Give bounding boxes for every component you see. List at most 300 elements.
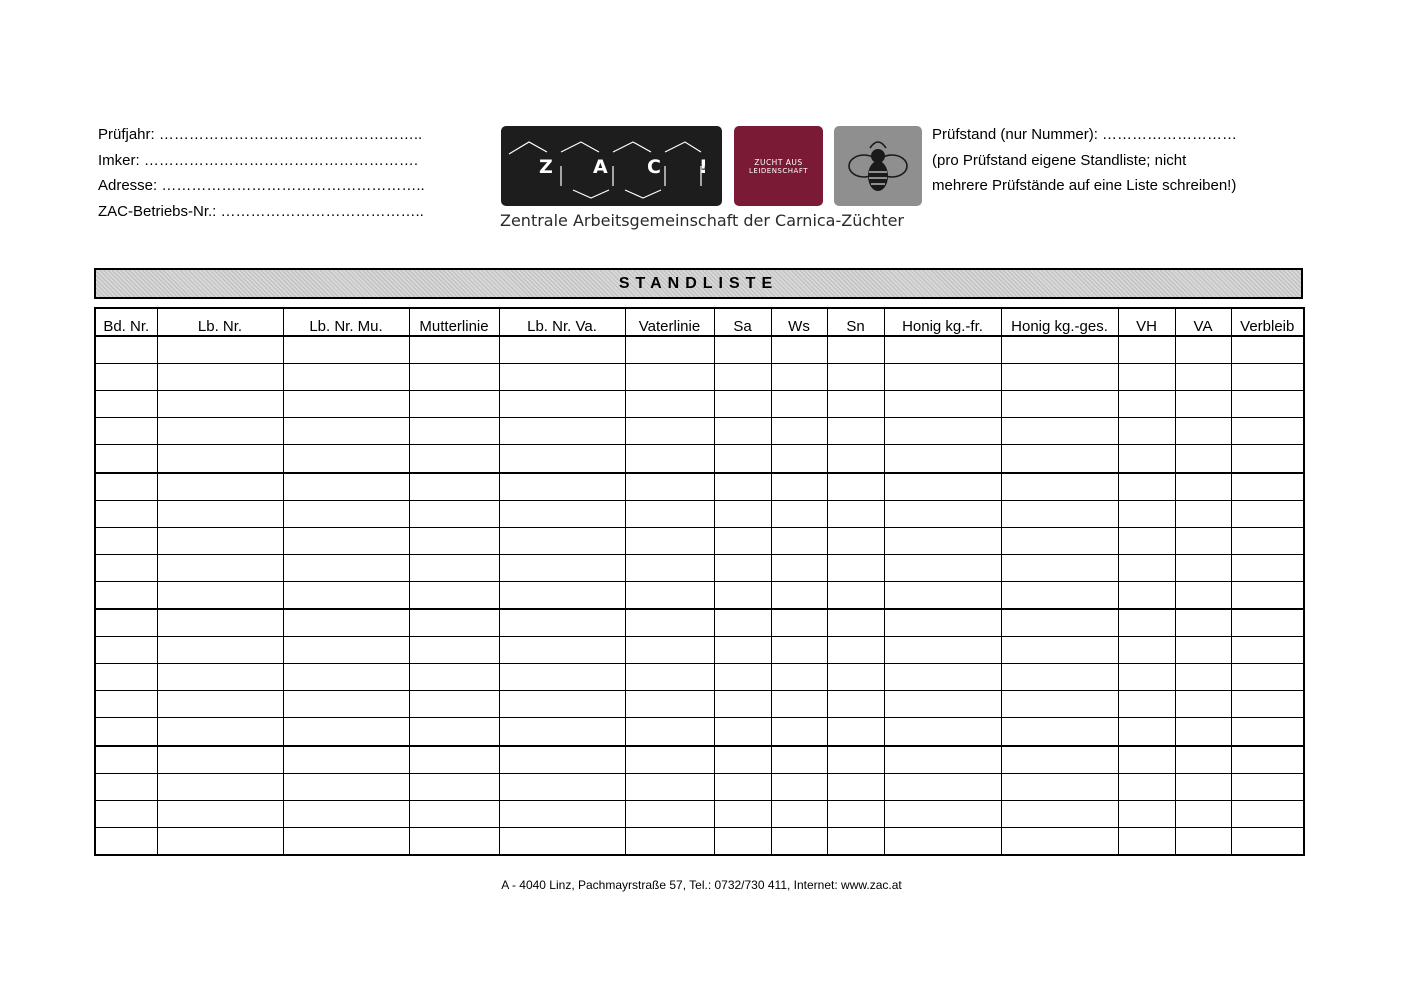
table-cell[interactable]	[771, 391, 827, 418]
table-cell[interactable]	[625, 773, 714, 800]
table-cell[interactable]	[409, 418, 499, 445]
table-cell[interactable]	[1118, 336, 1175, 364]
table-cell[interactable]	[827, 418, 884, 445]
table-cell[interactable]	[283, 364, 409, 391]
table-cell[interactable]	[95, 827, 157, 855]
table-cell[interactable]	[884, 800, 1001, 827]
table-cell[interactable]	[1175, 609, 1231, 637]
table-cell[interactable]	[714, 500, 771, 527]
table-cell[interactable]	[714, 718, 771, 746]
table-cell[interactable]	[1118, 664, 1175, 691]
table-cell[interactable]	[827, 500, 884, 527]
table-cell[interactable]	[157, 609, 283, 637]
table-cell[interactable]	[95, 364, 157, 391]
table-cell[interactable]	[283, 664, 409, 691]
table-cell[interactable]	[771, 718, 827, 746]
table-cell[interactable]	[625, 746, 714, 774]
table-cell[interactable]	[771, 581, 827, 609]
table-cell[interactable]	[409, 691, 499, 718]
field-betriebs-nr[interactable]: ZAC-Betriebs-Nr.: …………………………………..	[98, 202, 424, 220]
table-cell[interactable]	[1175, 827, 1231, 855]
table-cell[interactable]	[499, 746, 625, 774]
table-cell[interactable]	[409, 827, 499, 855]
table-cell[interactable]	[1001, 718, 1118, 746]
col-bd-nr: Bd. Nr.	[95, 308, 157, 336]
table-cell[interactable]	[714, 773, 771, 800]
table-cell[interactable]	[827, 527, 884, 554]
standliste-banner	[94, 268, 1303, 299]
table-cell[interactable]	[499, 391, 625, 418]
table-row	[95, 637, 1304, 664]
table-cell[interactable]	[714, 554, 771, 581]
table-cell[interactable]	[1001, 581, 1118, 609]
table-cell[interactable]	[1118, 691, 1175, 718]
table-cell[interactable]	[714, 800, 771, 827]
table-row	[95, 554, 1304, 581]
table-cell[interactable]	[95, 637, 157, 664]
table-cell[interactable]	[1118, 418, 1175, 445]
table-cell[interactable]	[1001, 527, 1118, 554]
table-cell[interactable]	[409, 473, 499, 501]
table-cell[interactable]	[95, 609, 157, 637]
table-cell[interactable]	[1231, 691, 1304, 718]
table-cell[interactable]	[714, 336, 771, 364]
table-cell[interactable]	[1001, 691, 1118, 718]
table-row	[95, 527, 1304, 554]
table-cell[interactable]	[499, 445, 625, 473]
table-cell[interactable]	[1001, 800, 1118, 827]
table-row	[95, 445, 1304, 473]
table-cell[interactable]	[409, 746, 499, 774]
table-cell[interactable]	[827, 691, 884, 718]
table-cell[interactable]	[1231, 581, 1304, 609]
table-cell[interactable]	[625, 718, 714, 746]
table-cell[interactable]	[283, 473, 409, 501]
table-cell[interactable]	[827, 664, 884, 691]
table-cell[interactable]	[884, 391, 1001, 418]
table-cell[interactable]	[1231, 773, 1304, 800]
table-cell[interactable]	[625, 527, 714, 554]
table-cell[interactable]	[1175, 637, 1231, 664]
table-cell[interactable]	[95, 800, 157, 827]
table-cell[interactable]	[409, 637, 499, 664]
table-cell[interactable]	[157, 746, 283, 774]
col-mutterlinie: Mutterlinie	[409, 308, 499, 336]
table-cell[interactable]	[884, 746, 1001, 774]
standliste-table	[94, 307, 1305, 856]
table-row	[95, 800, 1304, 827]
table-cell[interactable]	[499, 418, 625, 445]
table-cell[interactable]	[625, 609, 714, 637]
table-cell[interactable]	[1001, 336, 1118, 364]
table-cell[interactable]	[1001, 391, 1118, 418]
table-cell[interactable]	[499, 718, 625, 746]
table-cell[interactable]	[771, 418, 827, 445]
table-cell[interactable]	[157, 581, 283, 609]
table-cell[interactable]	[1175, 527, 1231, 554]
table-cell[interactable]	[1175, 418, 1231, 445]
table-cell[interactable]	[283, 800, 409, 827]
table-cell[interactable]	[714, 664, 771, 691]
table-cell[interactable]	[95, 691, 157, 718]
table-cell[interactable]	[409, 554, 499, 581]
table-cell[interactable]	[714, 691, 771, 718]
table-cell[interactable]	[1001, 746, 1118, 774]
table-cell[interactable]	[157, 827, 283, 855]
table-cell[interactable]	[827, 445, 884, 473]
table-cell[interactable]	[1118, 827, 1175, 855]
table-cell[interactable]	[884, 637, 1001, 664]
table-cell[interactable]	[714, 445, 771, 473]
table-cell[interactable]	[283, 527, 409, 554]
table-row	[95, 473, 1304, 501]
table-cell[interactable]	[1118, 500, 1175, 527]
table-cell[interactable]	[1001, 418, 1118, 445]
table-cell[interactable]	[1231, 364, 1304, 391]
table-cell[interactable]	[625, 500, 714, 527]
table-cell[interactable]	[884, 364, 1001, 391]
table-cell[interactable]	[1231, 800, 1304, 827]
table-cell[interactable]	[1231, 527, 1304, 554]
table-cell[interactable]	[1175, 746, 1231, 774]
table-cell[interactable]	[157, 691, 283, 718]
table-cell[interactable]	[884, 554, 1001, 581]
table-cell[interactable]	[409, 336, 499, 364]
table-cell[interactable]	[95, 527, 157, 554]
table-cell[interactable]	[1118, 637, 1175, 664]
table-cell[interactable]	[1001, 473, 1118, 501]
table-cell[interactable]	[95, 445, 157, 473]
table-cell[interactable]	[884, 336, 1001, 364]
table-cell[interactable]	[157, 527, 283, 554]
table-cell[interactable]	[827, 554, 884, 581]
table-cell[interactable]	[714, 391, 771, 418]
table-cell[interactable]	[1231, 336, 1304, 364]
table-cell[interactable]	[1118, 773, 1175, 800]
col-verbleib: Verbleib	[1231, 308, 1304, 336]
table-cell[interactable]	[1001, 500, 1118, 527]
table-cell[interactable]	[499, 500, 625, 527]
table-cell[interactable]	[1118, 391, 1175, 418]
table-row	[95, 364, 1304, 391]
table-cell[interactable]	[95, 418, 157, 445]
table-cell[interactable]	[499, 800, 625, 827]
table-cell[interactable]	[95, 718, 157, 746]
table-cell[interactable]	[884, 418, 1001, 445]
table-cell[interactable]	[95, 391, 157, 418]
table-cell[interactable]	[1175, 664, 1231, 691]
table-cell[interactable]	[499, 364, 625, 391]
table-cell[interactable]	[771, 473, 827, 501]
table-cell[interactable]	[1231, 746, 1304, 774]
col-lb-nr: Lb. Nr.	[157, 308, 283, 336]
table-cell[interactable]	[625, 554, 714, 581]
table-cell[interactable]	[884, 527, 1001, 554]
table-cell[interactable]	[714, 609, 771, 637]
table-cell[interactable]	[884, 664, 1001, 691]
table-cell[interactable]	[283, 773, 409, 800]
table-cell[interactable]	[771, 637, 827, 664]
col-honig-fr: Honig kg.-fr.	[884, 308, 1001, 336]
pruefstand-note-line1: (pro Prüfstand eigene Standliste; nicht	[932, 151, 1187, 169]
table-cell[interactable]	[283, 827, 409, 855]
table-cell[interactable]	[1175, 336, 1231, 364]
table-cell[interactable]	[1175, 500, 1231, 527]
table-cell[interactable]	[1001, 664, 1118, 691]
table-cell[interactable]	[499, 637, 625, 664]
table-cell[interactable]	[409, 527, 499, 554]
table-cell[interactable]	[1175, 691, 1231, 718]
table-cell[interactable]	[1001, 554, 1118, 581]
table-cell[interactable]	[283, 691, 409, 718]
table-cell[interactable]	[771, 500, 827, 527]
table-cell[interactable]	[1175, 581, 1231, 609]
table-cell[interactable]	[283, 746, 409, 774]
table-cell[interactable]	[827, 746, 884, 774]
table-cell[interactable]	[157, 637, 283, 664]
table-cell[interactable]	[625, 473, 714, 501]
table-cell[interactable]	[771, 364, 827, 391]
table-cell[interactable]	[1001, 609, 1118, 637]
table-cell[interactable]	[1118, 746, 1175, 774]
table-cell[interactable]	[771, 691, 827, 718]
col-vaterlinie: Vaterlinie	[625, 308, 714, 336]
table-cell[interactable]	[95, 746, 157, 774]
table-cell[interactable]	[1001, 637, 1118, 664]
table-cell[interactable]	[714, 364, 771, 391]
table-cell[interactable]	[157, 800, 283, 827]
table-cell[interactable]	[827, 581, 884, 609]
table-cell[interactable]	[1118, 718, 1175, 746]
table-cell[interactable]	[771, 773, 827, 800]
table-cell[interactable]	[1231, 718, 1304, 746]
table-cell[interactable]	[283, 391, 409, 418]
table-cell[interactable]	[714, 637, 771, 664]
table-cell[interactable]	[884, 445, 1001, 473]
table-row	[95, 581, 1304, 609]
table-cell[interactable]	[157, 418, 283, 445]
table-cell[interactable]	[409, 609, 499, 637]
table-cell[interactable]	[499, 554, 625, 581]
table-cell[interactable]	[409, 773, 499, 800]
table-cell[interactable]	[499, 473, 625, 501]
table-cell[interactable]	[771, 827, 827, 855]
table-cell[interactable]	[499, 609, 625, 637]
table-cell[interactable]	[1001, 827, 1118, 855]
table-cell[interactable]	[157, 336, 283, 364]
table-cell[interactable]	[884, 473, 1001, 501]
table-cell[interactable]	[827, 827, 884, 855]
field-pruefstand[interactable]: Prüfstand (nur Nummer): ………………………	[932, 126, 1238, 143]
table-cell[interactable]	[714, 827, 771, 855]
table-cell[interactable]	[283, 554, 409, 581]
table-cell[interactable]	[771, 800, 827, 827]
table-cell[interactable]	[1231, 609, 1304, 637]
organisation-caption: Zentrale Arbeitsgemeinschaft der Carnica-Züchter	[500, 211, 904, 230]
table-cell[interactable]	[771, 664, 827, 691]
table-cell[interactable]	[157, 773, 283, 800]
table-row	[95, 664, 1304, 691]
field-pruefjahr[interactable]: Prüfjahr: ……………………………………………..	[98, 126, 423, 143]
table-cell[interactable]	[95, 500, 157, 527]
table-cell[interactable]	[409, 391, 499, 418]
table-cell[interactable]	[283, 336, 409, 364]
table-cell[interactable]	[1231, 664, 1304, 691]
table-cell[interactable]	[827, 364, 884, 391]
table-cell[interactable]	[95, 473, 157, 501]
table-cell[interactable]	[771, 554, 827, 581]
table-cell[interactable]	[884, 609, 1001, 637]
table-cell[interactable]	[625, 637, 714, 664]
table-cell[interactable]	[1231, 637, 1304, 664]
table-cell[interactable]	[827, 800, 884, 827]
table-cell[interactable]	[409, 364, 499, 391]
table-cell[interactable]	[714, 418, 771, 445]
table-cell[interactable]	[1118, 364, 1175, 391]
table-cell[interactable]	[283, 609, 409, 637]
table-cell[interactable]	[95, 581, 157, 609]
table-cell[interactable]	[1118, 473, 1175, 501]
table-cell[interactable]	[625, 336, 714, 364]
table-cell[interactable]	[625, 827, 714, 855]
table-cell[interactable]	[771, 527, 827, 554]
table-cell[interactable]	[1231, 418, 1304, 445]
field-imker[interactable]: Imker: ……………………………………………….	[98, 151, 419, 169]
table-row	[95, 418, 1304, 445]
table-cell[interactable]	[1175, 800, 1231, 827]
table-cell[interactable]	[283, 637, 409, 664]
table-cell[interactable]	[409, 800, 499, 827]
table-cell[interactable]	[499, 527, 625, 554]
table-cell[interactable]	[714, 581, 771, 609]
field-adresse[interactable]: Adresse: ……………………………………………..	[98, 177, 425, 194]
table-cell[interactable]	[283, 581, 409, 609]
table-header-row	[95, 308, 1304, 336]
table-cell[interactable]	[157, 554, 283, 581]
table-cell[interactable]	[827, 773, 884, 800]
table-cell[interactable]	[884, 691, 1001, 718]
table-cell[interactable]	[1118, 554, 1175, 581]
table-cell[interactable]	[409, 718, 499, 746]
table-cell[interactable]	[499, 336, 625, 364]
table-cell[interactable]	[95, 773, 157, 800]
table-cell[interactable]	[409, 581, 499, 609]
table-cell[interactable]	[157, 364, 283, 391]
table-cell[interactable]	[1118, 445, 1175, 473]
table-cell[interactable]	[1175, 391, 1231, 418]
table-cell[interactable]	[1118, 527, 1175, 554]
logo-letter: C	[647, 156, 661, 178]
table-cell[interactable]	[625, 800, 714, 827]
table-cell[interactable]	[625, 581, 714, 609]
table-cell[interactable]	[1231, 473, 1304, 501]
table-cell[interactable]	[714, 527, 771, 554]
table-cell[interactable]	[283, 418, 409, 445]
table-cell[interactable]	[884, 718, 1001, 746]
table-cell[interactable]	[625, 664, 714, 691]
table-cell[interactable]	[283, 718, 409, 746]
table-cell[interactable]	[499, 691, 625, 718]
table-cell[interactable]	[1231, 391, 1304, 418]
table-cell[interactable]	[884, 500, 1001, 527]
table-cell[interactable]	[714, 473, 771, 501]
table-cell[interactable]	[157, 391, 283, 418]
table-cell[interactable]	[884, 827, 1001, 855]
col-lb-nr-mu: Lb. Nr. Mu.	[283, 308, 409, 336]
table-cell[interactable]	[884, 581, 1001, 609]
table-cell[interactable]	[1118, 800, 1175, 827]
table-cell[interactable]	[1118, 581, 1175, 609]
table-cell[interactable]	[499, 664, 625, 691]
table-cell[interactable]	[1231, 554, 1304, 581]
table-cell[interactable]	[771, 336, 827, 364]
table-cell[interactable]	[95, 336, 157, 364]
table-cell[interactable]	[1175, 364, 1231, 391]
table-cell[interactable]	[1001, 773, 1118, 800]
table-cell[interactable]	[827, 609, 884, 637]
table-row	[95, 336, 1304, 364]
table-row	[95, 391, 1304, 418]
table-cell[interactable]	[1175, 554, 1231, 581]
col-sn: Sn	[827, 308, 884, 336]
table-cell[interactable]	[499, 773, 625, 800]
table-cell[interactable]	[1001, 364, 1118, 391]
table-cell[interactable]	[714, 746, 771, 774]
table-cell[interactable]	[827, 718, 884, 746]
table-cell[interactable]	[499, 827, 625, 855]
table-cell[interactable]	[771, 746, 827, 774]
table-cell[interactable]	[827, 637, 884, 664]
table-cell[interactable]	[625, 691, 714, 718]
table-cell[interactable]	[771, 445, 827, 473]
tile-text-line2: LEIDENSCHAFT	[749, 167, 808, 175]
table-cell[interactable]	[157, 718, 283, 746]
table-cell[interactable]	[409, 500, 499, 527]
table-cell[interactable]	[1231, 500, 1304, 527]
table-cell[interactable]	[283, 445, 409, 473]
table-cell[interactable]	[1118, 609, 1175, 637]
table-cell[interactable]	[95, 664, 157, 691]
table-cell[interactable]	[1175, 473, 1231, 501]
table-cell[interactable]	[1001, 445, 1118, 473]
table-cell[interactable]	[827, 473, 884, 501]
table-cell[interactable]	[409, 664, 499, 691]
table-cell[interactable]	[827, 391, 884, 418]
table-cell[interactable]	[409, 445, 499, 473]
table-cell[interactable]	[884, 773, 1001, 800]
table-cell[interactable]	[283, 500, 409, 527]
table-cell[interactable]	[157, 500, 283, 527]
table-cell[interactable]	[625, 364, 714, 391]
table-cell[interactable]	[1175, 445, 1231, 473]
table-cell[interactable]	[157, 445, 283, 473]
table-cell[interactable]	[1175, 718, 1231, 746]
table-cell[interactable]	[625, 391, 714, 418]
table-row	[95, 691, 1304, 718]
table-cell[interactable]	[157, 473, 283, 501]
table-cell[interactable]	[95, 554, 157, 581]
col-honig-ges: Honig kg.-ges.	[1001, 308, 1118, 336]
table-cell[interactable]	[771, 609, 827, 637]
table-cell[interactable]	[1175, 773, 1231, 800]
table-cell[interactable]	[827, 336, 884, 364]
table-cell[interactable]	[157, 664, 283, 691]
table-cell[interactable]	[625, 445, 714, 473]
table-cell[interactable]	[625, 418, 714, 445]
table-cell[interactable]	[499, 581, 625, 609]
table-cell[interactable]	[1231, 445, 1304, 473]
table-cell[interactable]	[1231, 827, 1304, 855]
